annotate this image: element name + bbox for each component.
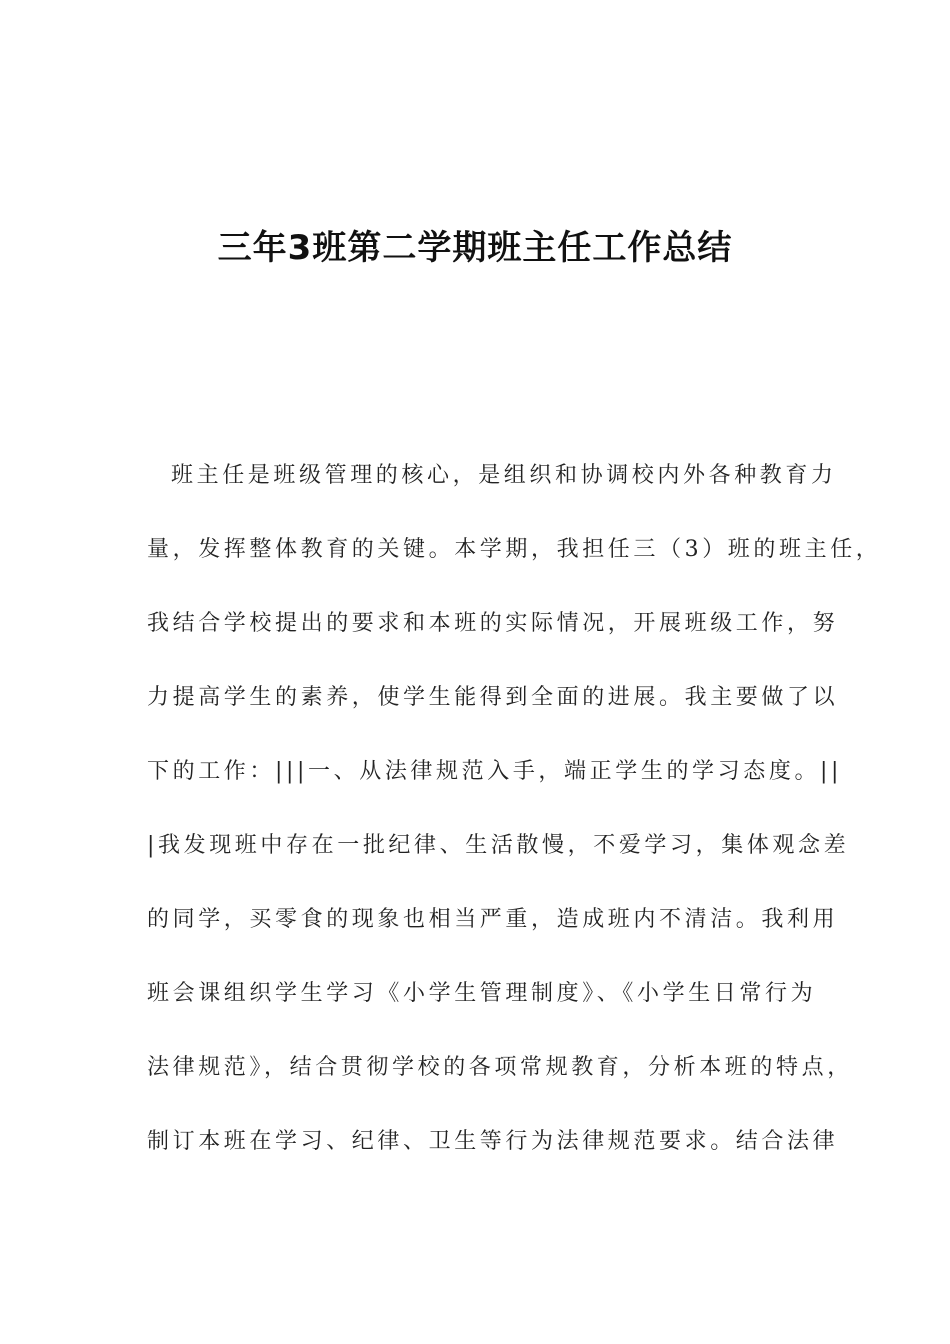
body-line-2: 量，发挥整体教育的关键。本学期，我担任三（3）班的班主任， xyxy=(147,537,882,562)
body-line-10: 制订本班在学习、纪律、卫生等行为法律规范要求。结合法律 xyxy=(147,1129,839,1154)
body-line-6: |我发现班中存在一批纪律、生活散慢，不爱学习，集体观念差 xyxy=(147,833,850,858)
document-body xyxy=(147,456,882,1196)
body-line-1: 班主任是班级管理的核心，是组织和协调校内外各种教育力 xyxy=(171,463,837,488)
body-line-3: 我结合学校提出的要求和本班的实际情况，开展班级工作，努 xyxy=(147,611,839,636)
body-line-7: 的同学，买零食的现象也相当严重，造成班内不清洁。我利用 xyxy=(147,907,839,932)
body-line-9: 法律规范》，结合贯彻学校的各项常规教育，分析本班的特点， xyxy=(147,1055,853,1080)
body-line-5: 下的工作：|||一、从法律规范入手，端正学生的学习态度。|| xyxy=(147,759,843,784)
body-line-8: 班会课组织学生学习《小学生管理制度》、《小学生日常行为 xyxy=(147,981,817,1006)
body-line-4: 力提高学生的素养，使学生能得到全面的进展。我主要做了以 xyxy=(147,685,839,710)
document-title: 三年3班第二学期班主任工作总结 xyxy=(217,228,733,268)
